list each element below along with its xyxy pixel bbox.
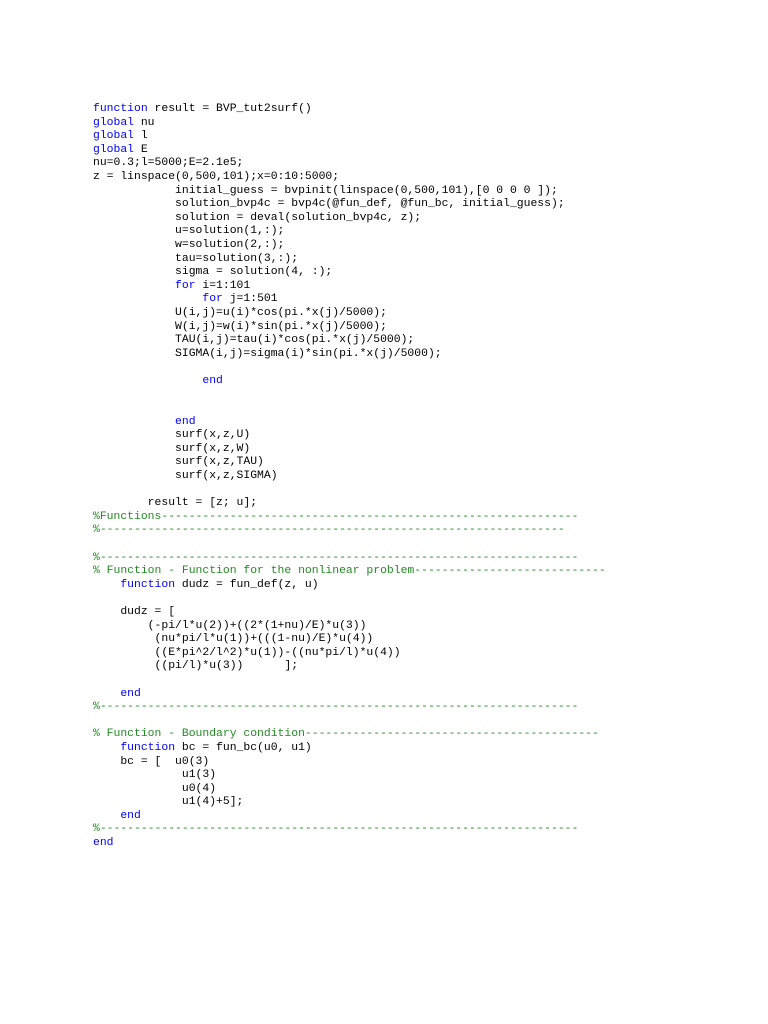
code-text: bc = [ u0(3) xyxy=(93,755,210,768)
code-text: z = linspace(0,500,101);x=0:10:5000; xyxy=(93,170,340,183)
comment-token: %Functions------------------------------------------------------------- xyxy=(93,510,579,523)
code-line xyxy=(93,620,606,634)
code-line xyxy=(93,280,606,294)
code-line xyxy=(93,783,606,797)
code-line xyxy=(93,701,606,715)
comment-token: %---------------------------------------------------------------------- xyxy=(93,701,579,714)
code-line xyxy=(93,144,606,158)
code-line xyxy=(93,688,606,702)
code-text: result = [z; u]; xyxy=(93,497,258,510)
code-text: surf(x,z,U) xyxy=(93,429,251,442)
code-text xyxy=(93,688,120,700)
code-line xyxy=(93,117,606,131)
code-line xyxy=(93,443,606,457)
code-line xyxy=(93,470,606,484)
code-text xyxy=(93,416,175,428)
code-text: j=1:501 xyxy=(222,293,278,306)
code-line xyxy=(93,416,606,430)
code-line xyxy=(93,212,606,226)
code-line xyxy=(93,796,606,810)
code-line xyxy=(93,293,606,307)
code-line xyxy=(93,157,606,171)
keyword-token: end xyxy=(120,809,141,822)
keyword-token: end xyxy=(120,687,141,700)
code-text: u=solution(1,:); xyxy=(93,225,285,238)
keyword-token: end xyxy=(93,837,114,850)
code-line xyxy=(93,266,606,280)
keyword-token: global xyxy=(93,143,135,156)
blank-line xyxy=(93,484,606,498)
code-line xyxy=(93,348,606,362)
code-text: solution_bvp4c = bvp4c(@fun_def, @fun_bc, initial_guess); xyxy=(93,198,565,211)
code-text xyxy=(93,810,120,822)
keyword-token: function xyxy=(120,578,176,591)
code-line xyxy=(93,130,606,144)
keyword-token: function xyxy=(120,741,176,754)
keyword-token: global xyxy=(93,116,135,129)
code-text: (nu*pi/l*u(1))+(((1-nu)/E)*u(4)) xyxy=(93,633,374,646)
code-text xyxy=(93,280,175,292)
keyword-token: global xyxy=(93,130,135,143)
code-line xyxy=(93,253,606,267)
code-text: nu=0.3;l=5000;E=2.1e5; xyxy=(93,157,244,170)
code-text: initial_guess = bvpinit(linspace(0,500,101),[0 0 0 0 ]); xyxy=(93,184,558,197)
comment-token: % Function - Function for the nonlinear problem---------------------------- xyxy=(93,565,606,578)
code-line xyxy=(93,307,606,321)
code-line xyxy=(93,185,606,199)
code-text xyxy=(93,375,202,387)
code-line xyxy=(93,769,606,783)
code-text: bc = fun_bc(u0, u1) xyxy=(175,741,312,754)
keyword-token: for xyxy=(175,279,196,292)
code-text: surf(x,z,TAU) xyxy=(93,456,264,469)
code-line xyxy=(93,742,606,756)
code-text: u0(4) xyxy=(93,782,217,795)
code-line xyxy=(93,823,606,837)
code-text: l xyxy=(134,130,148,143)
matlab-code-listing xyxy=(93,103,606,851)
blank-line xyxy=(93,402,606,416)
blank-line xyxy=(93,674,606,688)
code-line xyxy=(93,660,606,674)
blank-line xyxy=(93,538,606,552)
code-line xyxy=(93,511,606,525)
code-text: dudz = [ xyxy=(93,605,176,618)
code-line xyxy=(93,633,606,647)
code-line xyxy=(93,103,606,117)
code-line xyxy=(93,497,606,511)
code-line xyxy=(93,565,606,579)
code-text: U(i,j)=u(i)*cos(pi.*x(j)/5000); xyxy=(93,306,387,319)
code-text: SIGMA(i,j)=sigma(i)*sin(pi.*x(j)/5000); xyxy=(93,347,442,360)
code-text: sigma = solution(4, :); xyxy=(93,266,333,279)
keyword-token: function xyxy=(93,103,148,115)
code-text xyxy=(93,742,120,754)
code-text: ((E*pi^2/l^2)*u(1))-((nu*pi/l)*u(4)) xyxy=(93,646,401,659)
code-line xyxy=(93,225,606,239)
code-text: u1(3) xyxy=(93,769,217,782)
keyword-token: end xyxy=(175,415,196,428)
code-text: u1(4)+5]; xyxy=(93,796,244,809)
code-text: W(i,j)=w(i)*sin(pi.*x(j)/5000); xyxy=(93,320,387,333)
code-line xyxy=(93,552,606,566)
code-text: tau=solution(3,:); xyxy=(93,252,299,265)
code-text: w=solution(2,:); xyxy=(93,238,285,251)
code-line xyxy=(93,239,606,253)
comment-token: %---------------------------------------------------------------------- xyxy=(93,551,579,564)
code-line xyxy=(93,810,606,824)
code-line xyxy=(93,606,606,620)
code-text: dudz = fun_def(z, u) xyxy=(175,578,319,591)
comment-token: %---------------------------------------------------------------------- xyxy=(93,823,579,836)
code-line xyxy=(93,756,606,770)
code-text xyxy=(93,579,120,591)
code-text: TAU(i,j)=tau(i)*cos(pi.*x(j)/5000); xyxy=(93,334,415,347)
code-text: surf(x,z,W) xyxy=(93,442,251,455)
code-line xyxy=(93,171,606,185)
keyword-token: for xyxy=(202,293,223,306)
code-line xyxy=(93,375,606,389)
code-text: E xyxy=(134,143,148,156)
code-text xyxy=(93,293,202,305)
code-text: (-pi/l*u(2))+((2*(1+nu)/E)*u(3)) xyxy=(93,619,367,632)
blank-line xyxy=(93,388,606,402)
blank-line xyxy=(93,361,606,375)
code-line xyxy=(93,579,606,593)
code-line xyxy=(93,524,606,538)
code-line xyxy=(93,334,606,348)
blank-line xyxy=(93,592,606,606)
keyword-token: end xyxy=(202,374,223,387)
code-line xyxy=(93,456,606,470)
code-text: ((pi/l)*u(3)) ]; xyxy=(93,660,299,673)
code-line xyxy=(93,321,606,335)
code-line xyxy=(93,837,606,851)
code-line xyxy=(93,198,606,212)
code-text: surf(x,z,SIGMA) xyxy=(93,470,278,483)
code-line xyxy=(93,647,606,661)
comment-token: % Function - Boundary condition------------------------------------------- xyxy=(93,728,599,741)
code-line xyxy=(93,728,606,742)
comment-token: %-------------------------------------------------------------------- xyxy=(93,524,565,537)
code-text: solution = deval(solution_bvp4c, z); xyxy=(93,211,422,224)
code-text: nu xyxy=(134,116,155,129)
code-text: result = BVP_tut2surf() xyxy=(147,103,312,115)
code-text: i=1:101 xyxy=(195,279,251,292)
code-line xyxy=(93,429,606,443)
blank-line xyxy=(93,715,606,729)
